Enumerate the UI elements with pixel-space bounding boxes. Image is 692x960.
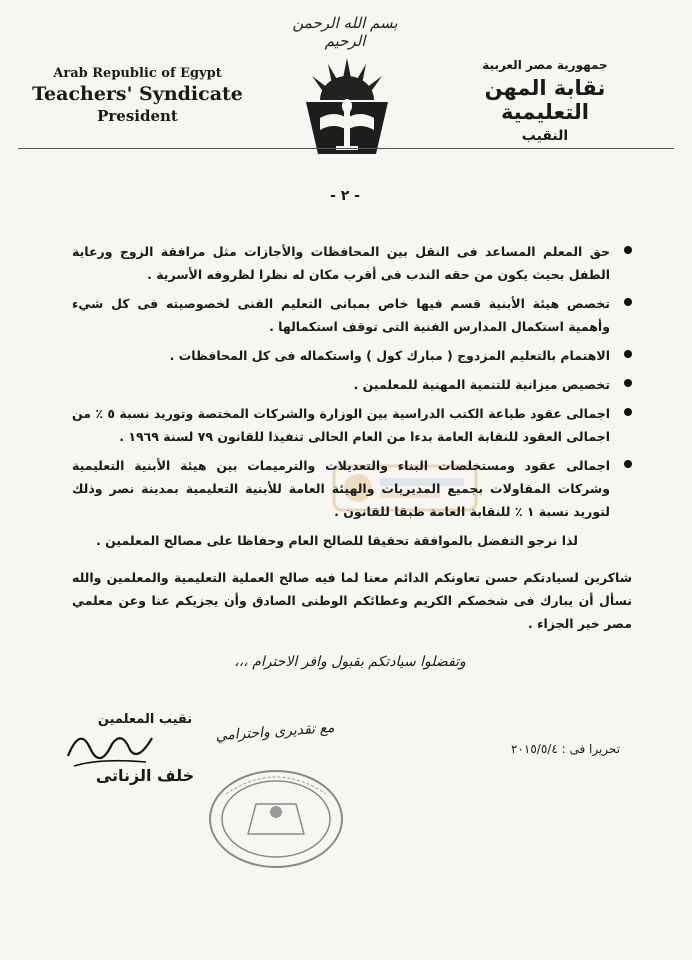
signatory-name: خلف الزناتى xyxy=(95,766,195,785)
letter-body xyxy=(72,240,632,635)
bismillah-calligraphy: بسم الله الرحمن الرحيم xyxy=(292,14,398,50)
organization-name-en: Teachers' Syndicate xyxy=(32,83,243,105)
list-item: تخصيص ميزانية للتنمية المهنية للمعلمين . xyxy=(72,373,632,396)
header-divider xyxy=(18,148,674,149)
list-item: حق المعلم المساعد فى النقل بين المحافظات والأجازات مثل مرافقة الزوج ورعاية الطفل بحيث يكون من حقه الندب فى أقرب مكان له نظرا لظروفه الأسرية . xyxy=(72,240,632,286)
english-letterhead xyxy=(30,66,245,125)
request-paragraph: لذا نرجو التفضل بالموافقة تحقيقا للصالح العام وحفاظا على مصالح المعلمين . xyxy=(96,533,578,548)
bullet-icon xyxy=(624,460,632,468)
signatory-title: نقيب المعلمين xyxy=(97,712,193,727)
closing-line: وتفضلوا سيادتكم بقبول وافر الاحترام ،،، xyxy=(234,654,466,670)
issue-date: تحريرا فى : ٢٠١٥/٥/٤ xyxy=(511,742,620,756)
bullet-icon xyxy=(624,408,632,416)
position-title-en: President xyxy=(97,107,178,125)
country-name-en: Arab Republic of Egypt xyxy=(53,66,222,81)
handwritten-note: مع تقديرى واحترامي xyxy=(215,719,335,745)
list-item: الاهتمام بالتعليم المزدوج ( مبارك كول ) واستكماله فى كل المحافظات . xyxy=(72,344,632,367)
organization-name-ar: نقابة المهن التعليمية xyxy=(484,76,606,124)
bullet-icon xyxy=(624,379,632,387)
bullet-icon xyxy=(624,298,632,306)
arabic-letterhead xyxy=(440,58,650,144)
syndicate-logo xyxy=(298,56,396,156)
list-item: تخصص هيئة الأبنية قسم فيها خاص بمبانى التعليم الفنى لخصوصيته فى كل شيء وأهمية استكمال المدارس الفنية التى توقف استكمالها . xyxy=(72,292,632,338)
country-name-ar: جمهورية مصر العربية xyxy=(482,58,608,72)
list-item: اجمالى عقود طباعة الكتب الدراسية بين الوزارة والشركات المختصة وتوريد نسبة ٥ ٪ من اجمالى العقود للنقابة العامة بدءا من العام الحالى تنفيذا للقانون ٧٩ لسنة ١٩٦٩ . xyxy=(72,402,632,448)
position-title-ar: النقيب xyxy=(521,128,569,144)
bullet-icon xyxy=(624,350,632,358)
list-item: اجمالى عقود ومستخلصات البناء والتعديلات والترميمات بين هيئة الأبنية التعليمية وشركات المقاولات بجميع المديريات والهيئة العامة للأبنية التعليمية بمدينة نصر وذلك لتوريد نسبة ١ ٪ للنقابة العامة طبقا للقانون . xyxy=(72,454,632,523)
thanks-paragraph: شاكرين لسيادتكم حسن تعاونكم الدائم معنا لما فيه صالح العملية التعليمية والمعلمين والله نسأل أن يبارك فى شخصكم الكريم وعطائكم الوطنى الصادق وأن يجزيكم عنا وعن معلمي مصر خير الجزاء . xyxy=(72,570,632,631)
bullet-icon xyxy=(624,246,632,254)
official-stamp xyxy=(196,764,356,874)
page-number: - ٢ - xyxy=(330,188,360,204)
sun-rays-icon xyxy=(312,58,382,100)
request-list xyxy=(72,240,632,523)
